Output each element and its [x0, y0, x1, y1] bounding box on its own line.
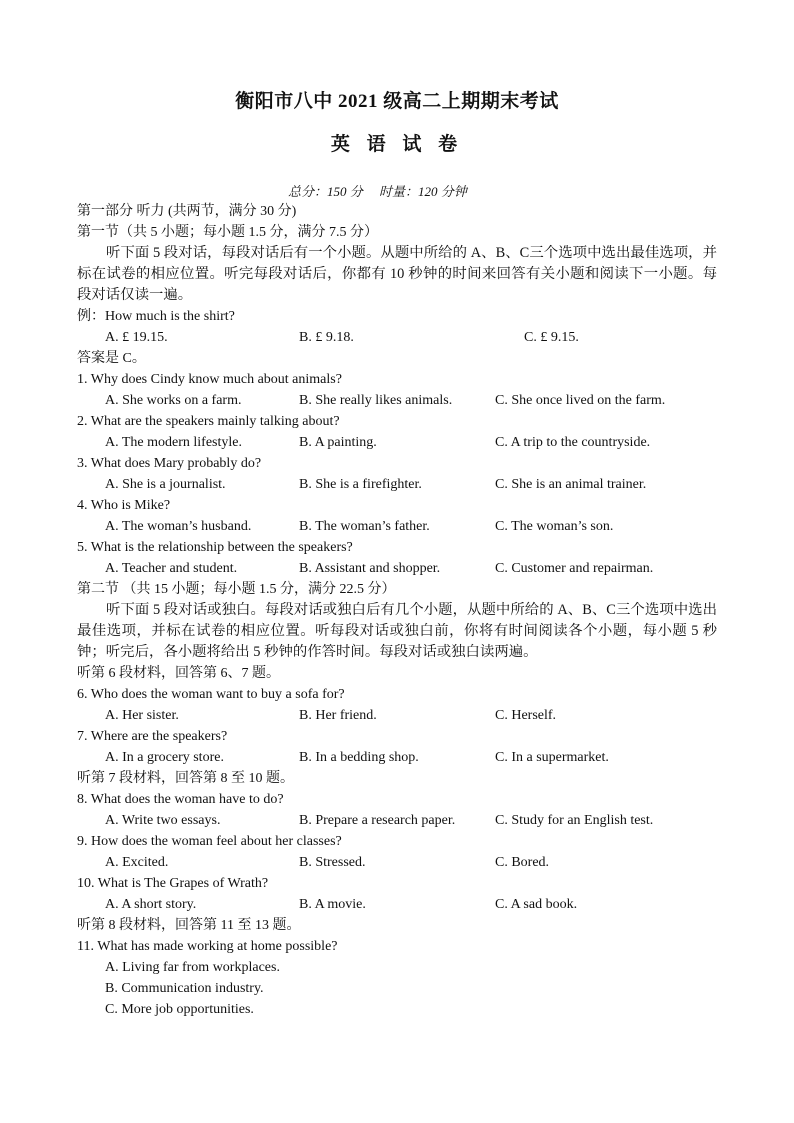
option-c: C. Study for an English test.	[495, 813, 654, 828]
question-text: 2. What are the speakers mainly talking about?	[77, 414, 340, 429]
question-options	[77, 894, 717, 915]
option-a: A. Living far from workplaces.	[105, 960, 280, 975]
option-b: B. Assistant and shopper.	[299, 561, 441, 576]
option-b: B. A movie.	[299, 897, 366, 912]
material-intro: 听第 8 段材料，回答第 11 至 13 题。	[77, 918, 301, 933]
question-options	[77, 474, 717, 495]
exam-title: 衡阳市八中 2021 级高二上期期末考试	[235, 91, 559, 112]
question-text: 8. What does the woman have to do?	[77, 792, 284, 807]
option-c: C. Herself.	[495, 708, 557, 723]
option-a: A. Excited.	[105, 855, 169, 870]
question-options	[77, 852, 717, 873]
option-b: B. The woman’s father.	[299, 519, 430, 534]
option-a: A. The modern lifestyle.	[105, 435, 242, 450]
option-c: C. Bored.	[495, 855, 550, 870]
option-b: B. She is a firefighter.	[299, 477, 422, 492]
example-answer: 答案是 C。	[77, 351, 146, 366]
option-a: A. The woman’s husband.	[105, 519, 252, 534]
example-options	[77, 327, 717, 348]
option-b: B. A painting.	[299, 435, 377, 450]
option-a: A. In a grocery store.	[105, 750, 224, 765]
question-block	[77, 684, 717, 726]
question-options	[77, 432, 717, 453]
question-text: 7. Where are the speakers?	[77, 729, 228, 744]
question-options	[77, 390, 717, 411]
question-text: 1. Why does Cindy know much about animals?	[77, 372, 342, 387]
option-b: B. In a bedding shop.	[299, 750, 419, 765]
question-text: 4. Who is Mike?	[77, 498, 171, 513]
option-b: B. Prepare a research paper.	[299, 813, 456, 828]
material-intro: 听第 7 段材料，回答第 8 至 10 题。	[77, 771, 294, 786]
option-b: B. Stressed.	[299, 855, 366, 870]
question-text: 6. Who does the woman want to buy a sofa for?	[77, 687, 345, 702]
option-c: C. She is an animal trainer.	[495, 477, 647, 492]
option-c: C. Customer and repairman.	[495, 561, 654, 576]
exam-content	[77, 201, 717, 1020]
option-a: A. Her sister.	[105, 708, 179, 723]
question-block	[77, 831, 717, 873]
question-options	[77, 705, 717, 726]
option-a: A. She works on a farm.	[105, 393, 242, 408]
exam-meta: 总分：150 分 时量：120 分钟	[288, 184, 467, 199]
option-b: B. Communication industry.	[105, 981, 264, 996]
exam-subtitle: 英 语 试 卷	[330, 134, 464, 155]
question-block	[77, 453, 717, 495]
question-text: 3. What does Mary probably do?	[77, 456, 262, 471]
option-c: C. More job opportunities.	[105, 1002, 254, 1017]
option-c: C. A trip to the countryside.	[495, 435, 651, 450]
question-options	[77, 747, 717, 768]
question-block	[77, 726, 717, 768]
part-heading: 第一部分 听力 (共两节，满分 30 分)	[77, 204, 297, 219]
question-block	[77, 789, 717, 831]
question-block	[77, 495, 717, 537]
question-text: 10. What is The Grapes of Wrath?	[77, 876, 269, 891]
example-option-a: A. £ 19.15.	[105, 330, 168, 345]
option-b: B. Her friend.	[299, 708, 377, 723]
question-text: 11. What has made working at home possible?	[77, 939, 338, 954]
option-c: C. A sad book.	[495, 897, 578, 912]
question-options	[77, 516, 717, 537]
option-c: C. In a supermarket.	[495, 750, 609, 765]
option-a: A. She is a journalist.	[105, 477, 226, 492]
question-block	[77, 369, 717, 411]
question-block	[77, 936, 717, 1020]
option-c: C. She once lived on the farm.	[495, 393, 666, 408]
question-text: 5. What is the relationship between the speakers?	[77, 540, 353, 555]
section2-instructions: 听下面 5 段对话或独白。每段对话或独白后有几个小题，从题中所给的 A、B、C三个选项中选出最佳选项，并标在试卷的相应位置。听每段对话或独白前，你将有时间阅读各个小题，每小题 5 秒钟；听完后，各小题将给出 5 秒钟的作答时间。每段对话或独白读两遍。	[77, 602, 717, 660]
section2-heading: 第二节 （共 15 小题；每小题 1.5 分，满分 22.5 分）	[77, 582, 396, 597]
example-option-c: C. £ 9.15.	[524, 330, 579, 345]
example-question: 例：How much is the shirt?	[77, 309, 235, 324]
option-a: A. A short story.	[105, 897, 197, 912]
material-intro: 听第 6 段材料，回答第 6、7 题。	[77, 666, 280, 681]
option-a: A. Write two essays.	[105, 813, 221, 828]
option-a: A. Teacher and student.	[105, 561, 238, 576]
question-block	[77, 411, 717, 453]
question-text: 9. How does the woman feel about her classes?	[77, 834, 342, 849]
question-options	[77, 810, 717, 831]
question-block	[77, 537, 717, 579]
section1-heading: 第一节（共 5 小题；每小题 1.5 分，满分 7.5 分）	[77, 225, 378, 240]
question-block	[77, 873, 717, 915]
example-option-b: B. £ 9.18.	[299, 330, 354, 345]
option-b: B. She really likes animals.	[299, 393, 453, 408]
option-c: C. The woman’s son.	[495, 519, 614, 534]
question-options	[77, 558, 717, 579]
section1-instructions: 听下面 5 段对话，每段对话后有一个小题。从题中所给的 A、B、C三个选项中选出最佳选项，并标在试卷的相应位置。听完每段对话后，你都有 10 秒钟的时间来回答有关小题和阅读下一小题。每段对话仅读一遍。	[77, 245, 717, 303]
